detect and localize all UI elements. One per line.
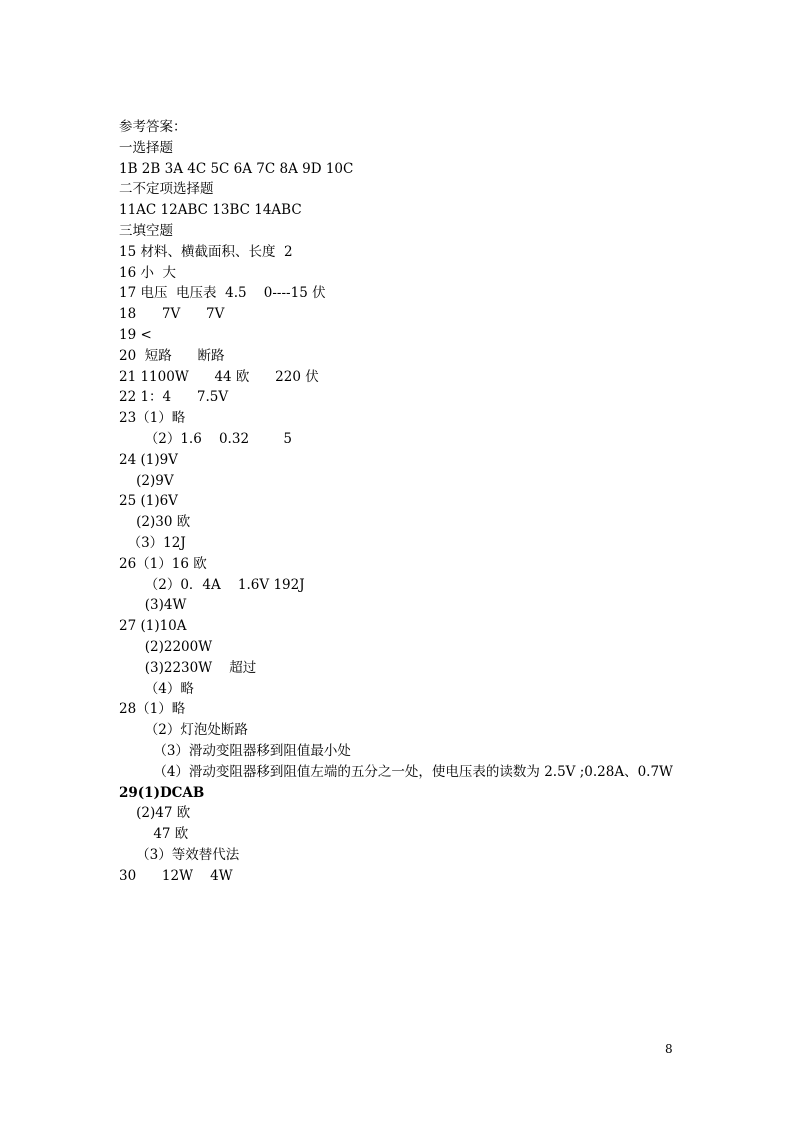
answer-line: 22 1：4 7.5V [119, 389, 229, 406]
answer-line: 25 (1)6V [119, 493, 178, 510]
answer-line: 11AC 12ABC 13BC 14ABC [119, 202, 302, 219]
answer-key-heading: 参考答案： [119, 119, 187, 135]
answer-line: 28（1）略 [119, 701, 186, 718]
answer-line: （2）灯泡处断路 [119, 722, 248, 739]
answer-line: 20 短路 断路 [119, 347, 225, 364]
answer-line: 17 电压 电压表 4.5 0----15 伏 [119, 285, 326, 302]
answer-key-content [119, 117, 759, 886]
answer-line: （3）等效替代法 [119, 846, 240, 863]
answer-line: (3)2230W 超过 [119, 659, 257, 676]
answer-line: （2）0．4A 1.6V 192J [119, 576, 305, 593]
answer-line: （4）滑动变阻器移到阻值左端的五分之一处，使电压表的读数为 2.5V ;0.28A、0.7W [119, 763, 673, 780]
answer-line: 47 欧 [119, 826, 189, 843]
answer-line: (2)2200W [119, 638, 213, 655]
answer-line: 18 7V 7V [119, 306, 225, 323]
answer-line: （3）12J [119, 534, 186, 551]
answer-line: 23（1）略 [119, 410, 186, 427]
answer-line: 16 小 大 [119, 264, 177, 281]
answer-line: 29(1)DCAB [119, 784, 205, 801]
answer-line: 21 1100W 44 欧 220 伏 [119, 368, 319, 385]
answer-line: 24 (1)9V [119, 451, 178, 468]
section-heading-multi-select: 二不定项选择题 [119, 181, 214, 198]
answer-line: （3）滑动变阻器移到阻值最小处 [119, 742, 351, 759]
answer-line: 30 12W 4W [119, 867, 233, 884]
answer-line: （2）1.6 0.32 5 [119, 430, 292, 447]
answer-line: 15 材料、横截面积、长度 2 [119, 243, 293, 260]
section-heading-multiple-choice: 一选择题 [119, 139, 173, 156]
answer-line: (2)30 欧 [119, 514, 191, 531]
answer-line: 26（1）16 欧 [119, 555, 207, 572]
answer-line: (2)47 欧 [119, 805, 191, 822]
page-number: 8 [665, 1042, 673, 1056]
section-heading-fill-blank: 三填空题 [119, 222, 173, 239]
answer-line: (3)4W [119, 597, 187, 614]
answer-line: 19 < [119, 326, 152, 343]
answer-line: 27 (1)10A [119, 618, 187, 635]
answer-line: (2)9V [119, 472, 174, 489]
answer-line: 1B 2B 3A 4C 5C 6A 7C 8A 9D 10C [119, 160, 354, 177]
answer-line: （4）略 [119, 680, 194, 697]
